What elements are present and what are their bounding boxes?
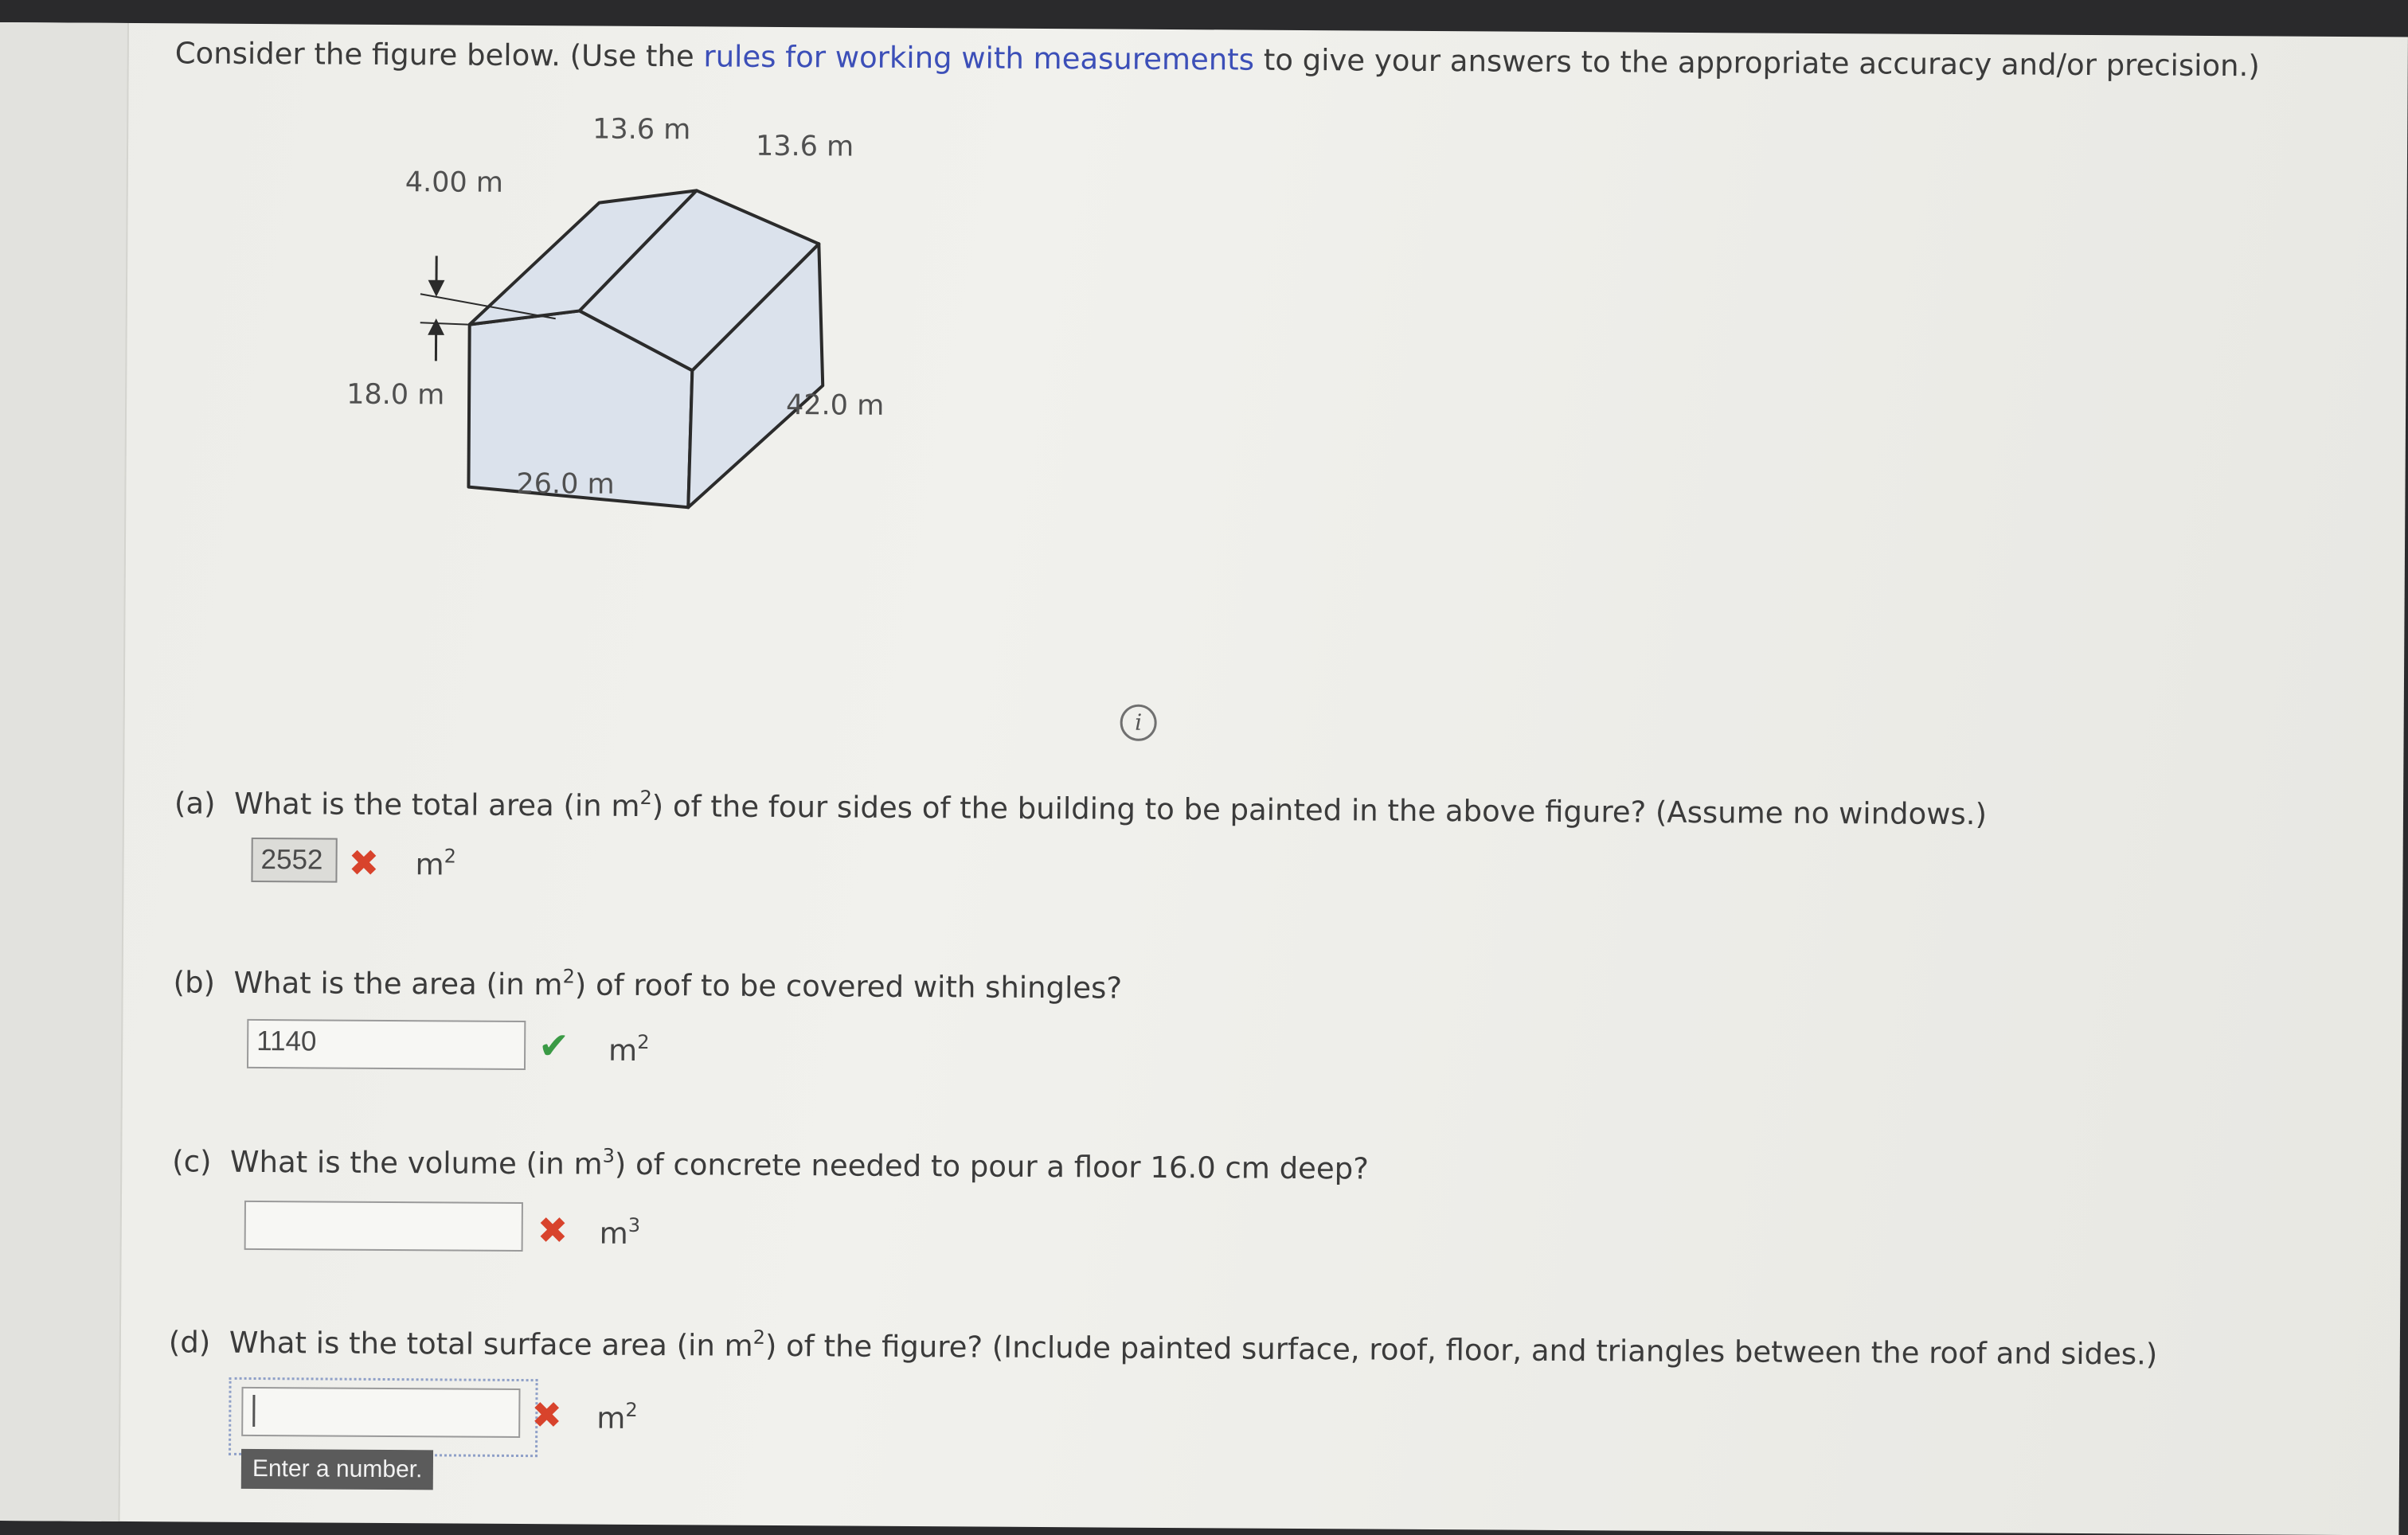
answer-a-field[interactable]: 2552 <box>251 838 337 883</box>
question-a <box>174 783 1987 831</box>
answer-c-incorrect-icon: ✖ <box>538 1212 569 1248</box>
instructions-after: to give your answers to the appropriate accuracy and/or precision.) <box>1254 43 2260 84</box>
answer-c-unit-text: m <box>600 1217 628 1251</box>
question-page <box>0 22 2408 1535</box>
dim-wall-height: 18.0 m <box>346 379 444 412</box>
answer-a-unit-sup: 2 <box>444 845 456 867</box>
question-d-text-pre: What is the total surface area (in m <box>229 1326 753 1363</box>
answer-b-unit-sup: 2 <box>637 1031 649 1053</box>
question-c-sup: 3 <box>603 1145 615 1167</box>
question-b-sup: 2 <box>563 965 575 987</box>
building-figure <box>339 136 915 553</box>
answer-a-unit-text: m <box>415 847 444 881</box>
dim-top-left: 13.6 m <box>592 114 690 146</box>
enter-number-tooltip: Enter a number. <box>241 1449 434 1490</box>
question-b-text-post: ) of roof to be covered with shingles? <box>575 967 1122 1005</box>
question-c-text-post: ) of concrete needed to pour a floor 16.0 cm deep? <box>615 1147 1369 1186</box>
dim-width: 26.0 m <box>516 468 614 501</box>
answer-d-unit <box>596 1399 638 1435</box>
question-c-text-pre: What is the volume (in m <box>230 1145 603 1182</box>
instructions <box>175 36 2260 83</box>
answer-a-unit <box>415 845 456 881</box>
answer-a-incorrect-icon: ✖ <box>348 845 379 881</box>
question-d-text-post: ) of the figure? (Include painted surface, roof, floor, and triangles between the roof and sides.) <box>765 1329 2158 1372</box>
question-c <box>172 1142 1369 1185</box>
answer-b-correct-icon: ✔ <box>538 1027 569 1064</box>
rules-link[interactable]: rules for working with measurements <box>703 39 1254 76</box>
left-gutter <box>0 22 129 1521</box>
question-a-sup: 2 <box>639 787 651 809</box>
answer-d-unit-text: m <box>596 1401 625 1435</box>
question-a-label: (a) <box>174 786 216 820</box>
answer-b-unit <box>608 1031 650 1068</box>
question-b <box>174 963 1123 1005</box>
answer-b-unit-text: m <box>608 1033 637 1068</box>
question-d-label: (d) <box>169 1325 211 1359</box>
question-d <box>169 1322 2158 1371</box>
question-a-text-post: ) of the four sides of the building to be painted in the above figure? (Assume no windows.) <box>652 789 1987 831</box>
question-b-text-pre: What is the area (in m <box>233 966 562 1002</box>
answer-c-unit-sup: 3 <box>628 1214 640 1236</box>
answer-c-field[interactable] <box>244 1201 523 1252</box>
question-b-label: (b) <box>174 965 216 999</box>
info-icon[interactable]: i <box>1120 705 1157 741</box>
dim-top-right: 13.6 m <box>756 131 854 163</box>
answer-d-incorrect-icon: ✖ <box>531 1396 562 1433</box>
question-d-sup: 2 <box>753 1326 765 1349</box>
text-cursor <box>252 1395 255 1427</box>
question-a-text-pre: What is the total area (in m <box>234 787 640 823</box>
answer-d-field[interactable] <box>241 1387 520 1438</box>
question-c-label: (c) <box>172 1144 211 1178</box>
dim-roof-height: 4.00 m <box>405 166 503 199</box>
answer-b-field[interactable]: 1140 <box>247 1019 526 1070</box>
instructions-before: Consider the figure below. (Use the <box>175 36 704 73</box>
dim-depth: 42.0 m <box>786 389 884 422</box>
answer-c-unit <box>600 1214 641 1251</box>
answer-d-unit-sup: 2 <box>625 1399 637 1421</box>
